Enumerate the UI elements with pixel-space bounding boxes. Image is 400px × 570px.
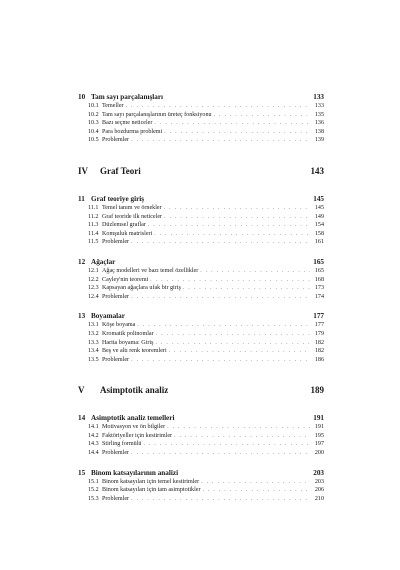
section-title: Faktöriyeller için kestirimler	[102, 432, 173, 439]
section-page: 135	[314, 111, 324, 118]
chapter-title: Ağaçlar	[91, 257, 116, 266]
section-number: 13.4	[88, 348, 99, 355]
section-page: 138	[314, 128, 324, 135]
section-page: 149	[314, 213, 324, 220]
section-page: 197	[314, 441, 324, 448]
section-page: 158	[314, 230, 324, 237]
section-title: Stirling formülü	[102, 441, 142, 448]
table-of-contents	[78, 92, 324, 513]
section-entry[interactable]	[78, 102, 324, 111]
section-entry[interactable]	[78, 321, 324, 330]
section-entry[interactable]	[78, 432, 324, 441]
section-entry[interactable]	[78, 423, 324, 432]
section-number: 10.3	[88, 120, 99, 127]
dot-leader	[131, 238, 310, 247]
section-page: 191	[314, 424, 324, 431]
chapter-page: 203	[313, 468, 324, 477]
section-page: 133	[314, 103, 324, 109]
section-title: Cayley'nin teoremi	[102, 276, 149, 283]
section-title: Problemler	[102, 137, 130, 144]
section-entry[interactable]	[78, 486, 324, 495]
dot-leader	[164, 213, 310, 222]
dot-leader	[131, 449, 310, 458]
section-entry[interactable]	[78, 495, 324, 504]
chapter-block	[78, 311, 324, 364]
section-title: Kapsayan ağaçlara ufak bir giriş	[102, 285, 181, 292]
chapter-page: 191	[313, 414, 324, 423]
dot-leader	[203, 486, 311, 495]
section-title: Düzlemsel graflar	[102, 222, 146, 229]
dot-leader	[131, 495, 310, 504]
section-page: 161	[314, 239, 324, 246]
section-number: 14.1	[88, 424, 99, 431]
section-number: 15.1	[88, 478, 99, 485]
chapter-block	[78, 413, 324, 457]
section-entry[interactable]	[78, 330, 324, 339]
section-page: 182	[314, 348, 324, 355]
section-title: Temel tanım ve örnekler	[102, 204, 162, 211]
section-number: 11.3	[88, 222, 99, 229]
dot-leader	[155, 339, 310, 348]
chapter-page: 177	[313, 312, 324, 321]
dot-leader	[131, 136, 310, 145]
section-entry[interactable]	[78, 339, 324, 348]
section-entry[interactable]	[78, 449, 324, 458]
dot-leader	[143, 440, 310, 449]
section-page: 174	[314, 293, 324, 300]
section-entry[interactable]	[78, 478, 324, 487]
section-title: Graf teoride ilk neticeler	[102, 213, 163, 220]
section-number: 12.2	[88, 276, 99, 283]
section-page: 154	[314, 222, 324, 229]
section-number: 14.3	[88, 441, 99, 448]
dot-leader	[200, 267, 310, 276]
part-page: 189	[310, 385, 324, 396]
chapter-heading[interactable]	[78, 468, 324, 478]
section-title: Bazı seçme neticeler	[102, 120, 153, 127]
chapter-title: Binom katsayılarının analizi	[91, 468, 179, 477]
chapter-heading[interactable]	[78, 413, 324, 423]
dot-leader	[214, 111, 310, 120]
section-number: 14.4	[88, 450, 99, 457]
section-title: Beş ve altı renk teoremleri	[102, 348, 167, 355]
chapter-heading[interactable]	[78, 257, 324, 267]
section-page: 145	[314, 204, 324, 211]
part-heading[interactable]	[78, 384, 324, 396]
section-number: 11.5	[88, 239, 99, 246]
section-page: 139	[314, 137, 324, 144]
dot-leader	[131, 293, 310, 302]
section-title: Ağaç modelleri ve bazı temel özellikler	[102, 267, 199, 274]
section-entry[interactable]	[78, 204, 324, 213]
section-page: 210	[314, 495, 324, 502]
section-number: 15.2	[88, 487, 99, 494]
section-title: Motivasyon ve ön bilgiler	[102, 424, 166, 431]
section-entry[interactable]	[78, 293, 324, 302]
chapter-title: Boyamalar	[91, 312, 125, 321]
section-title: Kromatik polinomlar	[102, 330, 154, 337]
part-title: Graf Teori	[100, 165, 141, 176]
chapter-title: Asimptotik analiz temelleri	[91, 414, 175, 423]
dot-leader	[164, 128, 310, 137]
part-number: IV	[78, 165, 89, 176]
section-entry[interactable]	[78, 221, 324, 230]
section-page: 173	[314, 285, 324, 292]
chapter-block	[78, 468, 324, 504]
section-title: Harita boyama: Giriş	[102, 339, 154, 346]
dot-leader	[167, 423, 310, 432]
section-number: 15.3	[88, 495, 99, 502]
section-number: 13.3	[88, 339, 99, 346]
section-title: Tam sayı parçalanışlarının üreteç fonksiyonu	[102, 111, 212, 118]
section-number: 11.4	[88, 230, 99, 237]
section-number: 14.2	[88, 432, 99, 439]
chapter-number: 14	[78, 414, 86, 423]
section-page: 195	[314, 432, 324, 439]
section-page: 177	[314, 322, 324, 329]
chapter-number: 10	[78, 93, 86, 101]
section-title: Problemler	[102, 239, 130, 246]
dot-leader	[150, 276, 310, 285]
part-title: Asimptotik analiz	[100, 385, 169, 396]
section-title: Binom katsayıları için tam asimptotikler	[102, 487, 201, 494]
section-number: 13.2	[88, 330, 99, 337]
section-number: 10.2	[88, 111, 99, 118]
section-entry[interactable]	[78, 128, 324, 137]
part-page: 143	[310, 165, 324, 176]
chapter-title: Graf teoriye giriş	[91, 194, 145, 203]
chapter-block	[78, 194, 324, 247]
section-number: 10.1	[88, 103, 99, 109]
dot-leader	[169, 347, 310, 356]
section-number: 12.3	[88, 285, 99, 292]
dot-leader	[183, 284, 310, 293]
section-page: 179	[314, 330, 324, 337]
section-page: 165	[314, 267, 324, 274]
section-page: 206	[314, 487, 324, 494]
section-title: Problemler	[102, 356, 130, 363]
dot-leader	[131, 356, 310, 365]
chapter-heading[interactable]	[78, 92, 324, 102]
dot-leader	[174, 432, 310, 441]
section-entry[interactable]	[78, 238, 324, 247]
section-title: Problemler	[102, 293, 130, 300]
dot-leader	[156, 330, 310, 339]
part-number: V	[78, 385, 85, 396]
chapter-page: 165	[313, 257, 324, 266]
chapter-heading[interactable]	[78, 194, 324, 204]
section-number: 12.4	[88, 293, 99, 300]
chapter-title: Tam sayı parçalanışları	[91, 93, 164, 101]
section-title: Binom katsayıları için temel kestirimler	[102, 478, 200, 485]
chapter-page: 133	[313, 93, 324, 101]
section-title: Problemler	[102, 450, 130, 457]
section-entry[interactable]	[78, 356, 324, 365]
section-number: 11.2	[88, 213, 99, 220]
section-entry[interactable]	[78, 111, 324, 120]
section-number: 12.1	[88, 267, 99, 274]
section-entry[interactable]	[78, 347, 324, 356]
dot-leader	[154, 119, 310, 128]
dot-leader	[164, 204, 310, 213]
section-number: 13.1	[88, 322, 99, 329]
chapter-block	[78, 257, 324, 301]
chapter-number: 13	[78, 312, 86, 321]
section-page: 200	[314, 450, 324, 457]
section-title: Köşe boyama	[102, 322, 136, 329]
chapter-heading[interactable]	[78, 311, 324, 321]
section-page: 168	[314, 276, 324, 283]
chapter-page: 145	[313, 194, 324, 203]
section-entry[interactable]	[78, 276, 324, 285]
dot-leader	[126, 102, 310, 111]
chapter-block	[78, 92, 324, 145]
section-number: 13.5	[88, 356, 99, 363]
section-entry[interactable]	[78, 230, 324, 239]
section-entry[interactable]	[78, 213, 324, 222]
section-number: 11.1	[88, 204, 99, 211]
section-page: 203	[314, 478, 324, 485]
chapter-number: 12	[78, 257, 86, 266]
section-page: 182	[314, 339, 324, 346]
dot-leader	[148, 221, 310, 230]
section-entry[interactable]	[78, 440, 324, 449]
section-entry[interactable]	[78, 267, 324, 276]
section-title: Para bozdurma problemi	[102, 128, 163, 135]
dot-leader	[137, 321, 310, 330]
section-number: 10.5	[88, 137, 99, 144]
chapter-number: 11	[78, 194, 85, 203]
part-heading[interactable]	[78, 165, 324, 177]
section-page: 136	[314, 120, 324, 127]
section-entry[interactable]	[78, 119, 324, 128]
dot-leader	[201, 478, 310, 487]
chapter-number: 15	[78, 468, 86, 477]
section-page: 186	[314, 356, 324, 363]
section-title: Problemler	[102, 495, 130, 502]
dot-leader	[154, 230, 310, 239]
section-entry[interactable]	[78, 136, 324, 145]
section-number: 10.4	[88, 128, 99, 135]
section-title: Komşuluk matrisleri	[102, 230, 153, 237]
section-title: Temeller	[102, 103, 124, 109]
section-entry[interactable]	[78, 284, 324, 293]
